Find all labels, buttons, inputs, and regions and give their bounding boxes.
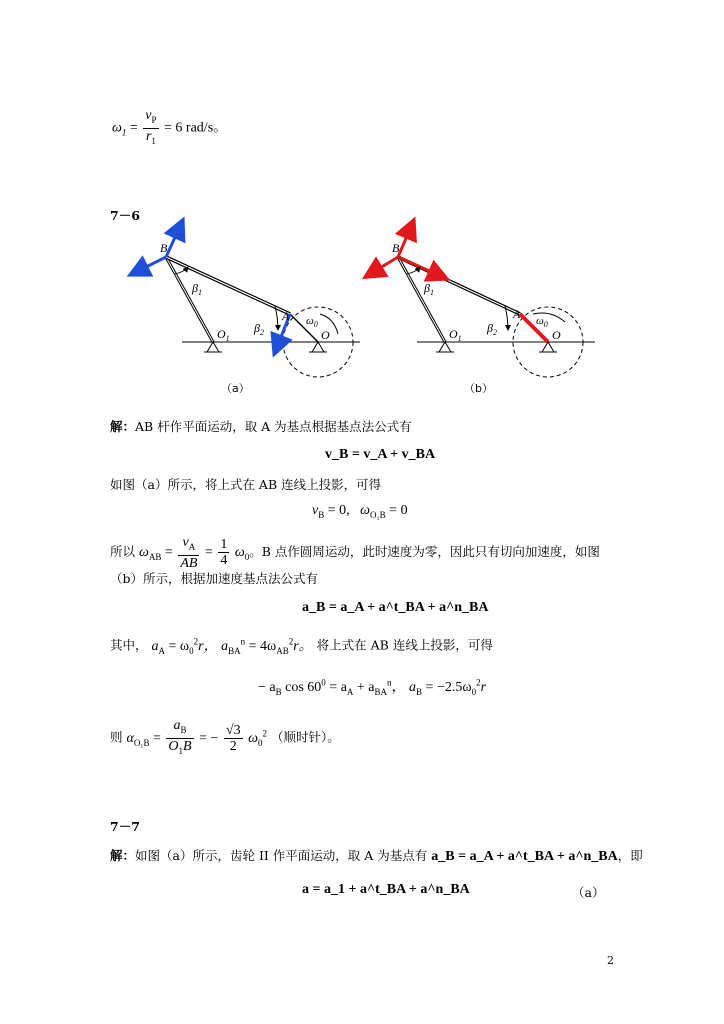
paragraph-omegaAB: 所以 $\omega_{AB}$ = $\frac{v_A}{AB}$ = $\frac{1}{4}$ $\omega_0$。B 点作圆周运动，此时速度为零，因此只有切向加速度，如图 bbox=[110, 535, 600, 571]
equation-tag: （a） bbox=[572, 885, 605, 900]
caption-a: （a） bbox=[221, 382, 250, 395]
label-omega0: $\omega_0$ bbox=[306, 315, 318, 329]
caption-b: （b） bbox=[464, 382, 493, 395]
paragraph-accel-method: （b）所示，根据加速度基点法公式有 bbox=[110, 571, 319, 586]
equation-aB: a_B = a_A + a^t_BA + a^n_BA bbox=[302, 600, 489, 615]
equation-projection: − $a_B$ $\cos 60^0 = a_A + a_{BA}^n$， $a_B = -2.5\omega_0^2r$ bbox=[258, 677, 487, 697]
label-A: A bbox=[513, 307, 521, 321]
label-beta2: $\beta_2$ bbox=[487, 321, 497, 337]
equation-vB-zero: $v_B = 0$, $\omega_{O_1B} = 0$ bbox=[312, 503, 408, 520]
label-B: B bbox=[392, 241, 400, 255]
section-heading-7-6: 7－6 bbox=[110, 208, 140, 223]
label-omega0: $\omega_0$ bbox=[536, 315, 548, 329]
figure-b bbox=[355, 210, 605, 385]
label-beta1: $\beta_1$ bbox=[424, 281, 434, 297]
label-O1: $O_1$ bbox=[449, 327, 462, 343]
paragraph-solution-7-6: 解：AB 杆作平面运动，取 A 为基点根据基点法公式有 bbox=[110, 419, 412, 434]
label-O: O bbox=[321, 328, 330, 342]
label-A: A bbox=[282, 309, 290, 323]
paragraph-solution-7-7: 解：如图（a）所示，齿轮 II 作平面运动，取 A 为基点有 a_B = a_A + a^t_BA + a^n_BA，即 bbox=[110, 848, 643, 864]
equation-omega1: $\omega_1$ = $\frac{v_P}{r_1}$ = 6 rad/s。 bbox=[112, 108, 228, 146]
figure-a bbox=[120, 210, 370, 385]
section-heading-7-7: 7－7 bbox=[110, 819, 140, 834]
label-beta1: $\beta_1$ bbox=[192, 281, 202, 297]
page-number: 2 bbox=[607, 954, 614, 967]
paragraph-where: 其中， $a_A = \omega_0^2r$， $a_{BA}^n = 4\omega_{AB}^2r$。 将上式在 AB 连线上投影，可得 bbox=[110, 636, 493, 656]
label-beta2: $\beta_2$ bbox=[254, 321, 264, 337]
label-O1: $O_1$ bbox=[217, 327, 230, 343]
paragraph-alpha: 则 $\alpha_{O_1B}$ = $\frac{a_B}{O_1B}$ = − $\frac{√3}{2}$ $\omega_0^2$ （顺时针）。 bbox=[110, 718, 340, 756]
label-B: B bbox=[160, 241, 168, 255]
label-O: O bbox=[552, 328, 561, 342]
paragraph-projection: 如图（a）所示，将上式在 AB 连线上投影，可得 bbox=[110, 477, 382, 492]
equation-final: a = a_1 + a^t_BA + a^n_BA bbox=[302, 882, 470, 897]
equation-vB: v_B = v_A + v_BA bbox=[325, 447, 436, 462]
